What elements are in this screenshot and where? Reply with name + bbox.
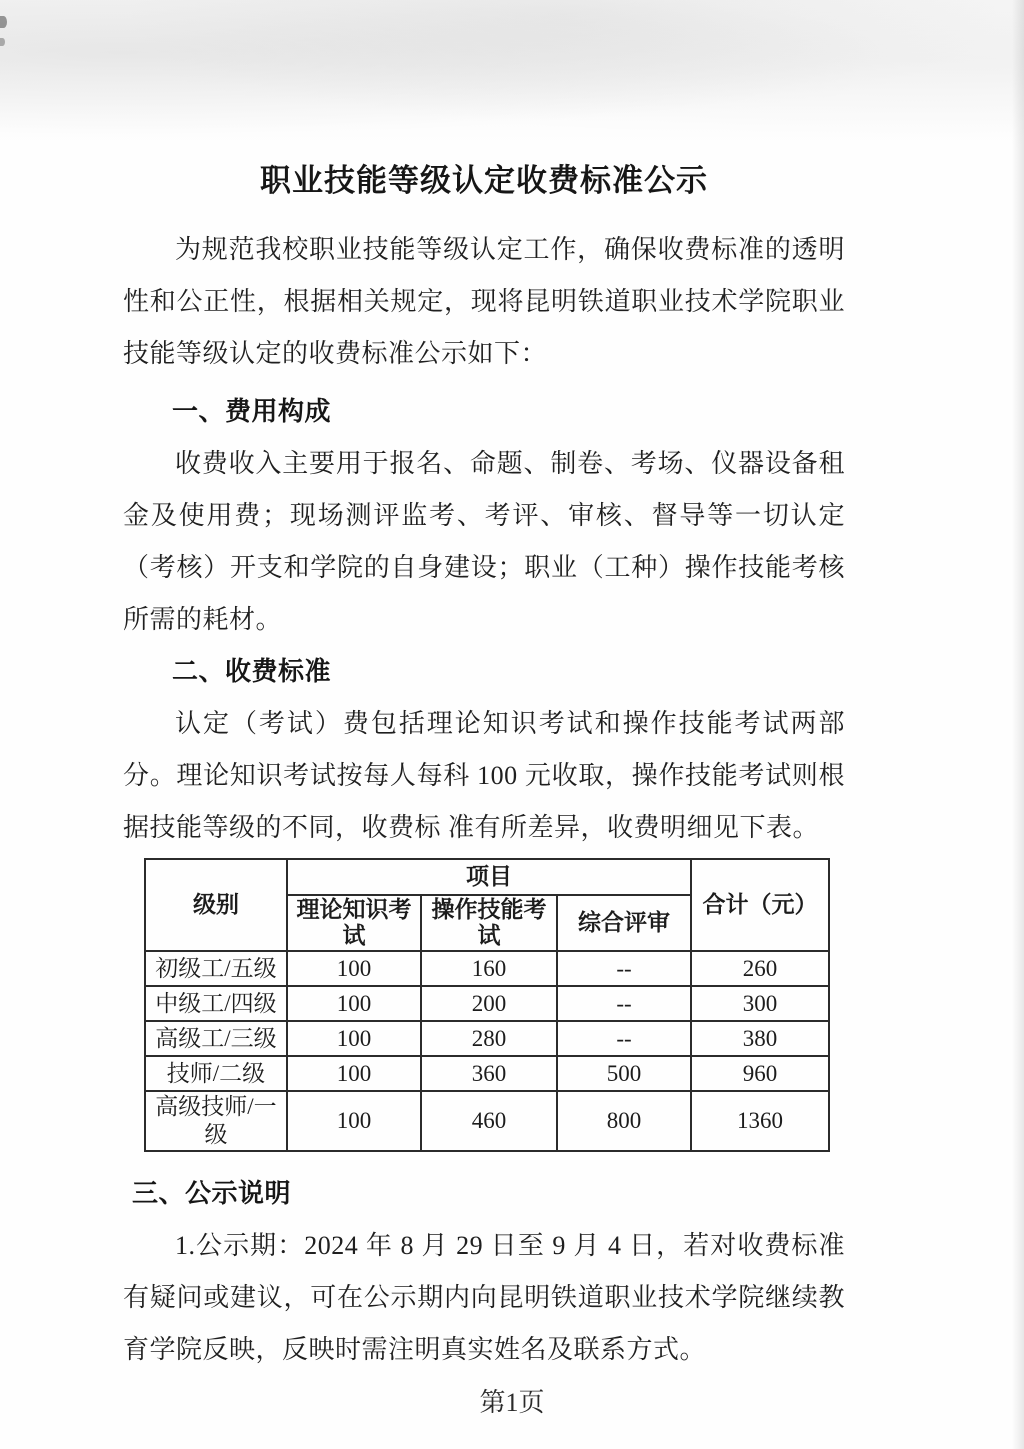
cell-review: -- [557, 1021, 691, 1056]
cell-practical: 280 [421, 1021, 557, 1056]
cell-review: -- [557, 986, 691, 1021]
cell-total: 260 [691, 951, 829, 986]
col-header-project: 项目 [287, 859, 691, 895]
cell-total: 960 [691, 1056, 829, 1091]
section-1-heading: 一、费用构成 [172, 397, 332, 426]
col-header-comprehensive-review: 综合评审 [557, 895, 691, 951]
cell-practical: 160 [421, 951, 557, 986]
cell-level: 初级工/五级 [145, 951, 287, 986]
cell-theory: 100 [287, 951, 421, 986]
cell-practical: 200 [421, 986, 557, 1021]
cell-total: 300 [691, 986, 829, 1021]
cell-theory: 100 [287, 986, 421, 1021]
section-2-paragraph: 认定（考试）费包括理论知识考试和操作技能考试两部分。理论知识考试按每人每科 100 元收取，操作技能考试则根据技能等级的不同，收费标 准有所差异，收费明细见下表。 [123, 709, 845, 842]
cell-theory: 100 [287, 1056, 421, 1091]
cell-total: 1360 [691, 1091, 829, 1151]
cell-theory: 100 [287, 1021, 421, 1056]
scan-noise-right-edge [1012, 0, 1024, 1449]
col-header-theory-exam: 理论知识考试 [287, 895, 421, 951]
fee-standard-table [144, 858, 830, 1152]
document-content [123, 0, 845, 1376]
cell-level: 技师/二级 [145, 1056, 287, 1091]
scan-speck [0, 16, 7, 28]
cell-theory: 100 [287, 1091, 421, 1151]
col-header-total: 合计（元） [691, 859, 829, 951]
table-row [145, 1021, 829, 1056]
table-row [145, 1091, 829, 1151]
page-number: 第1页 [479, 1388, 545, 1417]
section-3-heading: 三、公示说明 [132, 1179, 292, 1208]
cell-review: 500 [557, 1056, 691, 1091]
section-2-heading: 二、收费标准 [172, 657, 332, 686]
col-header-level: 级别 [145, 859, 287, 951]
col-header-practical-exam: 操作技能考试 [421, 895, 557, 951]
cell-level: 中级工/四级 [145, 986, 287, 1021]
section-3-paragraph: 1.公示期：2024 年 8 月 29 日至 9 月 4 日，若对收费标准有疑问或建议，可在公示期内向昆明铁道职业技术学院继续教育学院反映，反映时需注明真实姓名及联系方式。 [123, 1231, 845, 1364]
section-1-paragraph: 收费收入主要用于报名、命题、制卷、考场、仪器设备租金及使用费；现场测评监考、考评、审核、督导等一切认定（考核）开支和学院的自身建设；职业（工种）操作技能考核所需的耗材。 [123, 449, 845, 634]
cell-review: -- [557, 951, 691, 986]
cell-review: 800 [557, 1091, 691, 1151]
table-header-row-top [145, 859, 829, 895]
cell-practical: 460 [421, 1091, 557, 1151]
cell-level: 高级技师/一级 [145, 1091, 287, 1151]
document-title: 职业技能等级认定收费标准公示 [260, 163, 708, 198]
cell-total: 380 [691, 1021, 829, 1056]
table-row [145, 951, 829, 986]
cell-level: 高级工/三级 [145, 1021, 287, 1056]
table-row [145, 1056, 829, 1091]
scan-speck [0, 38, 5, 46]
cell-practical: 360 [421, 1056, 557, 1091]
intro-paragraph: 为规范我校职业技能等级认定工作，确保收费标准的透明性和公正性，根据相关规定，现将昆明铁道职业技术学院职业技能等级认定的收费标准公示如下： [123, 235, 845, 368]
table-row [145, 986, 829, 1021]
